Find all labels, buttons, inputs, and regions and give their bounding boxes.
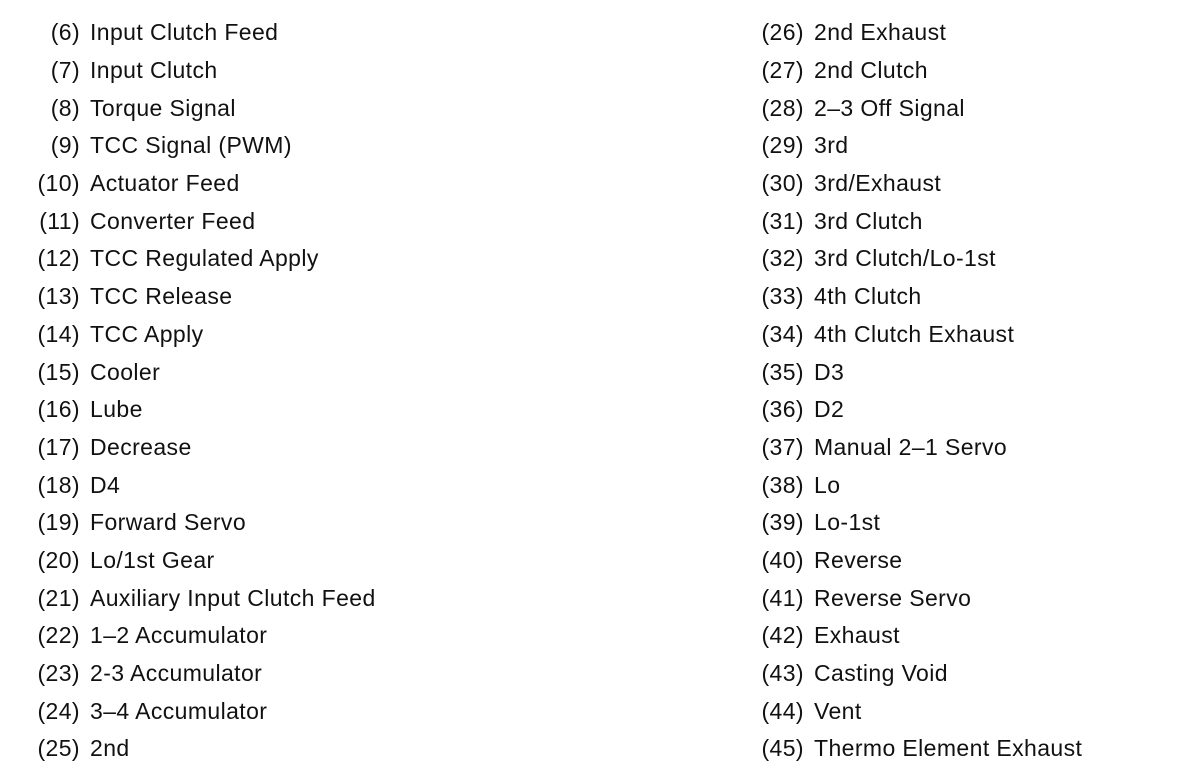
legend-number: (32): [761, 245, 804, 272]
legend-right-column: [750, 14, 1082, 768]
legend-number: (41): [761, 584, 804, 611]
legend-item: [750, 353, 1082, 391]
legend-label: 3rd: [814, 132, 849, 159]
legend-label: D4: [90, 471, 121, 498]
legend-number: (35): [761, 358, 804, 385]
legend-number: (7): [50, 57, 80, 84]
legend-label: 2nd Exhaust: [814, 19, 947, 46]
legend-item: [18, 504, 376, 542]
legend-item: [750, 692, 1082, 730]
legend-item: [750, 278, 1082, 316]
legend-number: (18): [37, 471, 80, 498]
legend-item: [18, 542, 376, 580]
legend-label: Actuator Feed: [90, 170, 240, 197]
legend-label: TCC Apply: [90, 320, 204, 347]
legend-label: D2: [814, 396, 845, 423]
legend-item: [18, 466, 376, 504]
legend-number: (42): [761, 622, 804, 649]
legend-number: (26): [761, 19, 804, 46]
legend-item: [750, 202, 1082, 240]
legend-number: (13): [37, 283, 80, 310]
legend-label: TCC Signal (PWM): [90, 132, 292, 159]
legend-number: (39): [761, 509, 804, 536]
legend-number: (10): [37, 170, 80, 197]
legend-number: (29): [761, 132, 804, 159]
legend-label: 4th Clutch Exhaust: [814, 320, 1015, 347]
legend-label: 2–3 Off Signal: [814, 94, 965, 121]
legend-number: (12): [37, 245, 80, 272]
legend-number: (38): [761, 471, 804, 498]
legend-label: 4th Clutch: [814, 283, 922, 310]
legend-label: Exhaust: [814, 622, 900, 649]
legend-item: [18, 127, 376, 165]
legend-item: [750, 542, 1082, 580]
legend-label: TCC Regulated Apply: [90, 245, 319, 272]
legend-label: Torque Signal: [90, 94, 236, 121]
legend-item: [18, 14, 376, 52]
legend-number: (25): [37, 735, 80, 762]
legend-number: (23): [37, 660, 80, 687]
legend-number: (15): [37, 358, 80, 385]
legend-label: Decrease: [90, 433, 192, 460]
legend-number: (20): [37, 546, 80, 573]
legend-left-column: [18, 14, 376, 768]
legend-item: [750, 391, 1082, 429]
legend-label: 2nd: [90, 735, 130, 762]
legend-number: (28): [761, 94, 804, 121]
legend-item: [750, 165, 1082, 203]
legend-number: (21): [37, 584, 80, 611]
legend-label: D3: [814, 358, 845, 385]
legend-number: (30): [761, 170, 804, 197]
legend-item: [750, 240, 1082, 278]
legend-item: [750, 14, 1082, 52]
legend-item: [750, 504, 1082, 542]
legend-item: [18, 316, 376, 354]
legend-label: Converter Feed: [90, 207, 256, 234]
legend-number: (22): [37, 622, 80, 649]
legend-number: (44): [761, 697, 804, 724]
legend-label: Reverse Servo: [814, 584, 972, 611]
legend-item: [18, 240, 376, 278]
legend-number: (45): [761, 735, 804, 762]
legend-label: 2nd Clutch: [814, 57, 928, 84]
legend-label: 2-3 Accumulator: [90, 660, 263, 687]
legend-item: [18, 89, 376, 127]
legend-item: [18, 202, 376, 240]
legend-item: [750, 655, 1082, 693]
legend-item: [18, 655, 376, 693]
legend-item: [18, 278, 376, 316]
legend-label: 1–2 Accumulator: [90, 622, 268, 649]
legend-label: Casting Void: [814, 660, 948, 687]
legend-item: [750, 466, 1082, 504]
legend-number: (31): [761, 207, 804, 234]
legend-label: TCC Release: [90, 283, 233, 310]
legend-label: Lo/1st Gear: [90, 546, 215, 573]
legend-label: Lo: [814, 471, 841, 498]
legend-number: (14): [37, 320, 80, 347]
legend-number: (40): [761, 546, 804, 573]
legend-number: (34): [761, 320, 804, 347]
legend-label: Cooler: [90, 358, 161, 385]
legend-item: [18, 353, 376, 391]
legend-label: Manual 2–1 Servo: [814, 433, 1008, 460]
legend-item: [750, 617, 1082, 655]
legend-number: (24): [37, 697, 80, 724]
legend-label: 3rd Clutch/Lo-1st: [814, 245, 996, 272]
legend-number: (37): [761, 433, 804, 460]
legend-label: Lube: [90, 396, 143, 423]
legend-item: [18, 165, 376, 203]
legend-number: (43): [761, 660, 804, 687]
legend-number: (11): [39, 207, 80, 234]
legend-label: Lo-1st: [814, 509, 881, 536]
legend-item: [750, 316, 1082, 354]
legend-item: [18, 579, 376, 617]
legend-item: [18, 692, 376, 730]
legend-number: (9): [50, 132, 80, 159]
legend-number: (19): [37, 509, 80, 536]
legend-item: [18, 391, 376, 429]
legend-number: (16): [37, 396, 80, 423]
legend-label: 3–4 Accumulator: [90, 697, 268, 724]
legend-label: Vent: [814, 697, 862, 724]
legend-number: (8): [50, 94, 80, 121]
legend-item: [750, 730, 1082, 768]
legend-item: [750, 52, 1082, 90]
legend-item: [750, 429, 1082, 467]
legend-number: (36): [761, 396, 804, 423]
legend-number: (6): [50, 19, 80, 46]
legend-number: (17): [37, 433, 80, 460]
legend-label: Auxiliary Input Clutch Feed: [90, 584, 376, 611]
legend-item: [750, 89, 1082, 127]
legend-label: Thermo Element Exhaust: [814, 735, 1083, 762]
legend-item: [18, 617, 376, 655]
legend-item: [18, 52, 376, 90]
legend-label: Reverse: [814, 546, 903, 573]
legend-item: [18, 429, 376, 467]
legend-label: Input Clutch: [90, 57, 218, 84]
legend-item: [750, 127, 1082, 165]
legend-item: [18, 730, 376, 768]
legend-number: (27): [761, 57, 804, 84]
legend-label: Input Clutch Feed: [90, 19, 279, 46]
legend-label: Forward Servo: [90, 509, 247, 536]
legend-item: [750, 579, 1082, 617]
legend-number: (33): [761, 283, 804, 310]
legend-label: 3rd Clutch: [814, 207, 923, 234]
legend-label: 3rd/Exhaust: [814, 170, 942, 197]
